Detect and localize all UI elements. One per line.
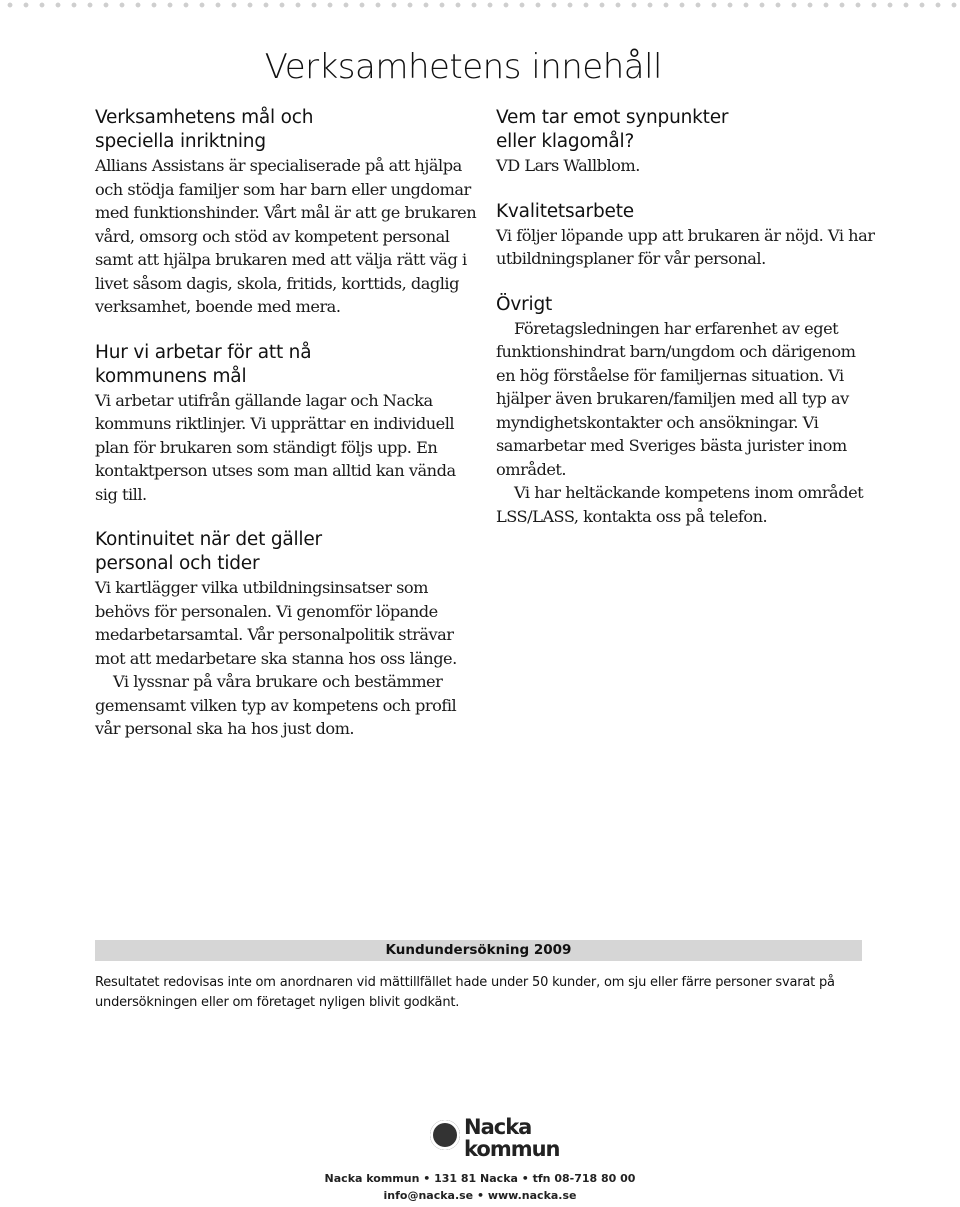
seal-icon [430,1120,460,1150]
left-column [95,106,480,763]
section-text: Vi har heltäckande kompetens inom området LSS/LASS, kontakta oss på telefon. [496,483,864,526]
section-text: Vi lyssnar på våra brukare och bestämmer gemensamt vilken typ av kompetens och profil vår personal ska ha hos just dom. [95,672,457,738]
section-text: VD Lars Wallblom. [496,156,640,175]
section-text: Vi arbetar utifrån gällande lagar och Nacka kommuns riktlinjer. Vi upprättar en individuell plan för brukaren som ständigt följs upp. En kontaktperson utses som man alltid kan vända sig till. [95,390,456,504]
section-text: Företagsledningen har erfarenhet av eget funktionshindrat barn/ungdom och därigenom en hög förståelse för familjernas situation. Vi hjälper även brukaren/familjen med all typ av myndighetskontakter och ansökningar. Vi samarbetar med Sveriges bästa jurister inom området. [496,318,856,479]
section-complaints [496,106,876,178]
footer-address: Nacka kommun • 131 81 Nacka • tfn 08-718 80 00 [324,1172,636,1185]
section-goals [95,106,480,319]
survey-title: Kundundersökning 2009 [95,940,862,961]
section-quality [496,200,876,271]
section-heading: Kvalitetsarbete [496,200,634,222]
survey-box [95,940,862,1013]
section-other [496,293,876,529]
section-heading: Övrigt [496,293,553,315]
dotted-border [0,0,960,10]
logo-text: Nacka kommun [464,1115,560,1161]
section-heading: Verksamhetens mål och speciella inriktning [95,107,314,152]
section-text: Allians Assistans är specialiserade på att hjälpa och stödja familjer som har barn eller ungdomar med funktionshinder. Vårt mål är att ge brukaren vård, omsorg och stöd av kompetent personal samt att hjälpa brukaren med att välja rätt väg i livet såsom dagis, skola, fritids, korttids, daglig verksamhet, boende med mera. [95,156,477,316]
section-heading: Hur vi arbetar för att nå kommunens mål [95,341,312,387]
section-heading: Vem tar emot synpunkter eller klagomål? [496,107,729,152]
section-text: Vi följer löpande upp att brukaren är nöjd. Vi har utbildningsplaner för vår personal. [496,225,875,268]
section-method [95,341,480,507]
survey-text: Resultatet redovisas inte om anordnaren vid mättillfället hade under 50 kunder, om sju eller färre personer svarat på undersökningen eller om företaget nyligen blivit godkänt. [95,975,835,1010]
footer-contact: info@nacka.se • www.nacka.se [383,1189,577,1202]
section-heading: Kontinuitet när det gäller personal och tider [95,529,322,574]
section-continuity [95,528,480,741]
nacka-logo [430,1115,560,1168]
page-title: Verksamhetens innehåll [264,46,662,87]
right-column [496,106,876,550]
section-text: Vi kartlägger vilka utbildningsinsatser som behövs för personalen. Vi genomför löpande medarbetarsamtal. Vår personalpolitik strävar mot att medarbetare ska stanna hos oss länge. [95,578,457,668]
